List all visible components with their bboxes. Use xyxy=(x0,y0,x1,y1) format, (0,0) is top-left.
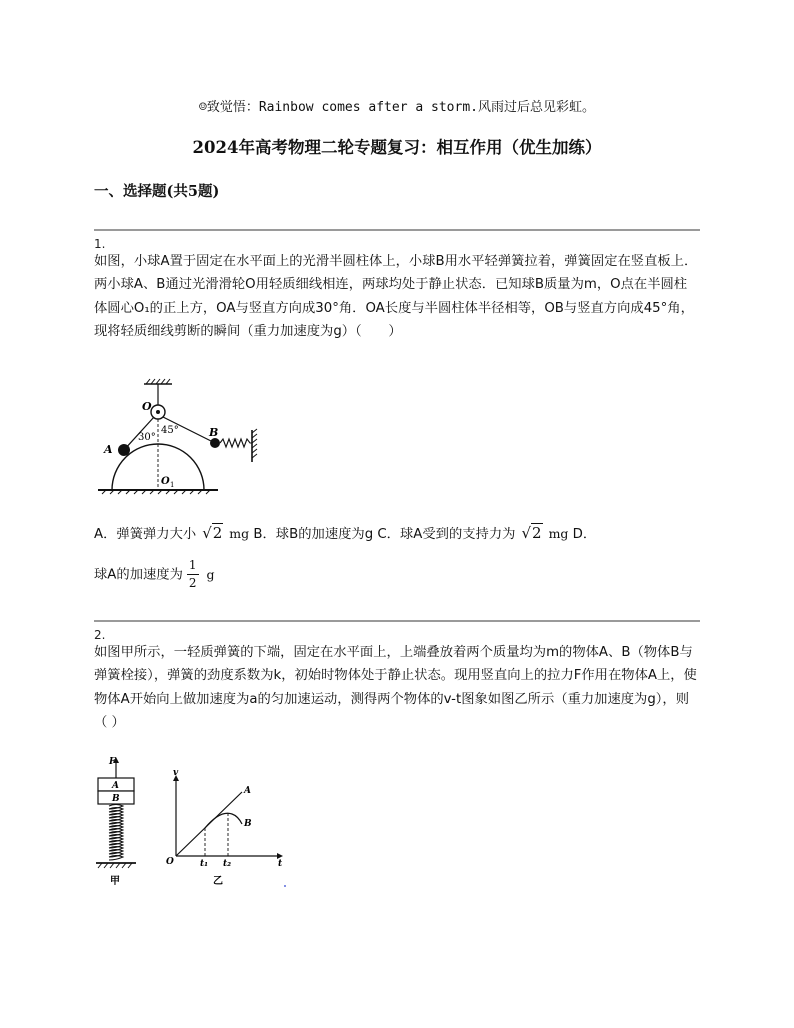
option-d-prefix: D． xyxy=(572,527,597,542)
fraction-one-half: $\frac{1}{2}$ xyxy=(188,558,197,590)
question-1-figure xyxy=(94,378,274,498)
label-t1: t₁ xyxy=(200,859,209,869)
label-o1: O xyxy=(161,476,170,487)
label-v: v xyxy=(173,768,179,778)
page-title: 2024年高考物理二轮专题复习：相互作用（优生加练） xyxy=(192,138,602,157)
question-1-text: 如图，小球A置于固定在水平面上的光滑半圆柱体上，小球B用水平轻弹簧拉着，弹簧固定在竖直板上．两小球A、B通过光滑滑轮O用轻质细线相连，两球均处于静止状态．已知球B质量为m，O点在半圆柱体圆心O₁的正上方，OA与竖直方向成30°角．OA长度与半圆柱体半径相等，OB与竖直方向成45°角，现将轻质细线剪断的瞬间（重力加速度为g）（ ） xyxy=(94,254,698,340)
label-f: F xyxy=(109,757,116,767)
label-angle-30: 30° xyxy=(138,432,156,443)
option-b-text: B．球B的加速度为g xyxy=(253,527,374,542)
label-block-a: A xyxy=(112,781,119,791)
label-line-a: A xyxy=(244,786,251,796)
label-t2: t₂ xyxy=(223,859,232,869)
option-d-text: 球A的加速度为 xyxy=(94,567,183,583)
question-2-divider xyxy=(94,620,700,622)
section-heading: 一、选择题(共5题) xyxy=(94,183,220,200)
label-t: t xyxy=(278,859,283,869)
sqrt-icon: √2 xyxy=(202,524,223,542)
option-a-text: A．弹簧弹力大小 xyxy=(94,527,197,542)
sqrt-icon: √2 xyxy=(521,524,542,542)
label-jia: 甲 xyxy=(110,876,120,887)
question-2-text: 如图甲所示，一轻质弹簧的下端，固定在水平面上，上端叠放着两个质量均为m的物体A、B（物体B与弹簧栓接），弹簧的劲度系数为k，初始时物体处于静止状态。现用竖直向上的拉力F作用在物体A上，使物体A开始向上做加速度为a的匀加速运动，测得两个物体的v-t图象如图乙所示（重力加速度为g），则（ ） xyxy=(94,645,697,731)
motto-header: ☺致觉悟：Rainbow comes after a storm.风雨过后总见彩虹。 xyxy=(199,100,595,115)
label-a: A xyxy=(104,443,113,456)
label-yi: 乙 xyxy=(213,876,223,887)
label-angle-45: 45° xyxy=(161,425,179,436)
label-b: B xyxy=(209,426,219,439)
label-o: O xyxy=(142,400,152,413)
question-1-divider xyxy=(94,229,700,231)
label-o1-subscript: 1 xyxy=(170,481,175,489)
question-2-number: 2. xyxy=(94,628,106,642)
label-origin: O xyxy=(166,857,174,867)
option-c-text: C．球A受到的支持力为 xyxy=(377,527,516,542)
label-line-b: B xyxy=(244,819,252,829)
question-1-number: 1. xyxy=(94,237,106,251)
label-block-b: B xyxy=(112,794,120,804)
question-2-figure xyxy=(92,752,292,892)
